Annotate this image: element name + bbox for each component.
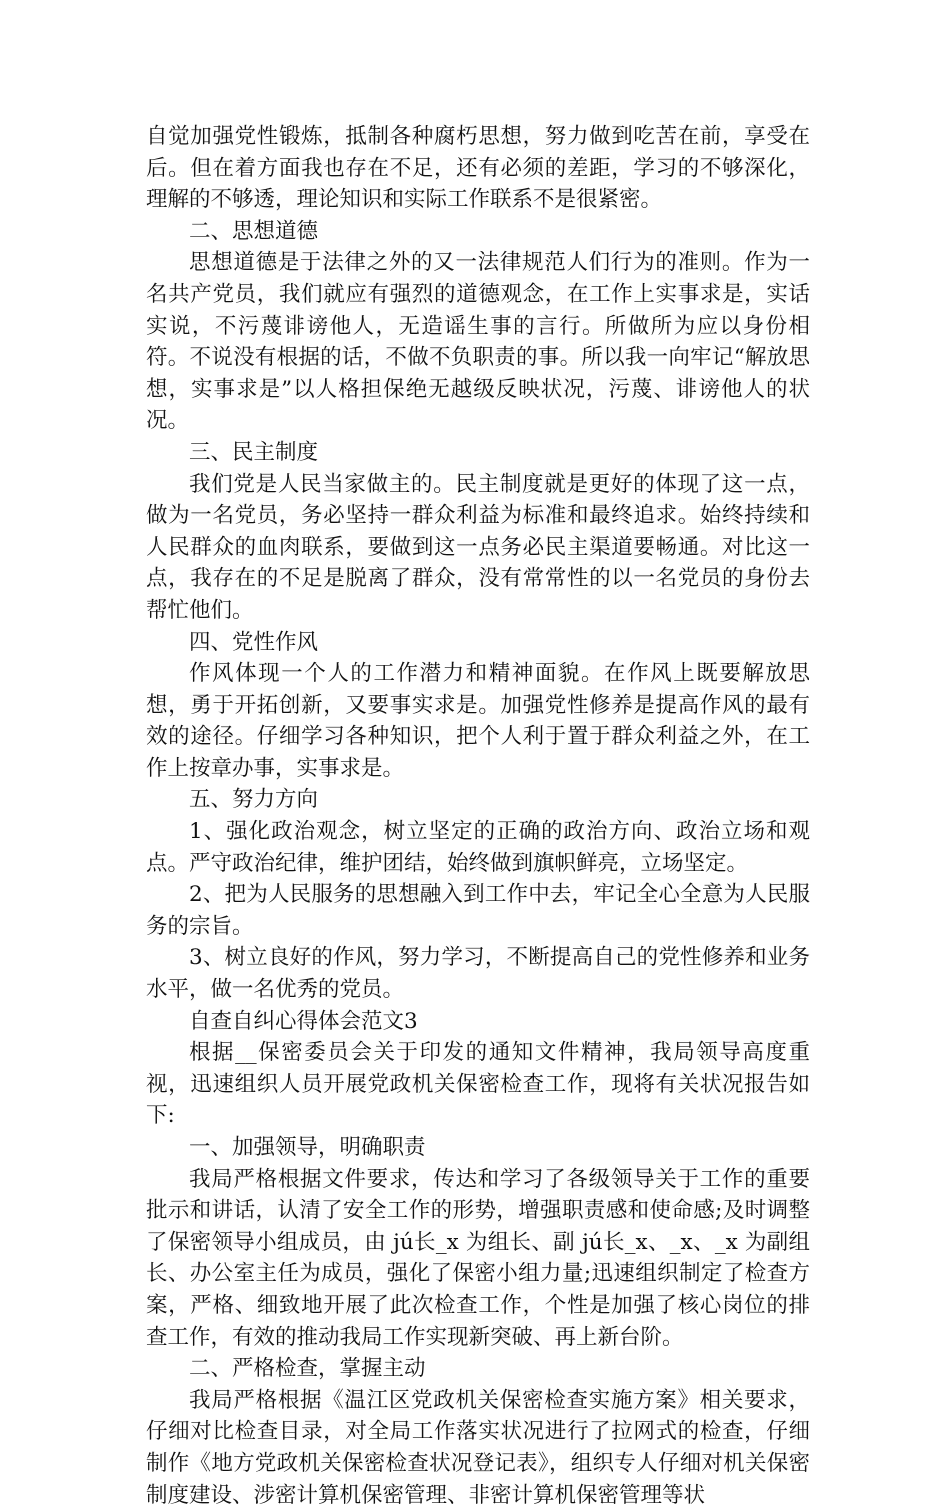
essay-title: 自查自纠心得体会范文3 [189, 1008, 418, 1034]
paragraph: 思想道德是于法律之外的又一法律规范人们行为的准则。作为一名共产党员，我们就应有强烈的道德观念，在工作上实事求是，实话实说，不污蔑诽谤他人，无造谣生事的言行。所做所为应以身份相符。不说没有根据的话，不做不负职责的事。所以我一向牢记“解放思想，实事求是”以人格担保绝无越级反映状况，污蔑、诽谤他人的状况。 [146, 250, 810, 434]
list-item: 1、强化政治观念，树立坚定的正确的政治方向、政治立场和观点。严守政治纪律，维护团结，始终做到旗帜鲜亮，立场坚定。 [146, 819, 810, 876]
section-heading-democratic-system: 三、民主制度 [189, 439, 319, 465]
section-heading-direction: 五、努力方向 [189, 787, 319, 813]
paragraph: 我局严格根据《温江区党政机关保密检查实施方案》相关要求，仔细对比检查目录，对全局工作落实状况进行了拉网式的检查，仔细制作《地方党政机关保密检查状况登记表》，组织专人仔细对机关保密制度建设、涉密计算机保密管理、非密计算机保密管理等状 [146, 1387, 810, 1508]
document-body [146, 121, 810, 1511]
paragraph: 我局严格根据文件要求，传达和学习了各级领导关于工作的重要批示和讲话，认清了安全工作的形势，增强职责感和使命感;及时调整了保密领导小组成员，由 jú长_x 为组长、副 jú长_x、_x、_x 为副组长、办公室主任为成员，强化了保密小组力量;迅速组织制定了检查方案，严格、细致地开展了此次检查工作，个性是加强了核心岗位的排查工作，有效的推动我局工作实现新突破、再上新台阶。 [146, 1166, 810, 1350]
paragraph: 我们党是人民当家做主的。民主制度就是更好的体现了这一点，做为一名党员，务必坚持一群众利益为标准和最终追求。始终持续和人民群众的血肉联系，要做到这一点务必民主渠道要畅通。对比这一点，我存在的不足是脱离了群众，没有常常性的以一名党员的身份去帮忙他们。 [146, 471, 810, 623]
paragraph: 根据__保密委员会关于印发的通知文件精神，我局领导高度重视，迅速组织人员开展党政机关保密检查工作，现将有关状况报告如下: [146, 1040, 810, 1129]
list-item: 2、把为人民服务的思想融入到工作中去，牢记全心全意为人民服务的宗旨。 [146, 882, 810, 939]
section-heading-party-style: 四、党性作风 [189, 629, 319, 655]
section-heading-inspection: 二、严格检查，掌握主动 [189, 1356, 426, 1382]
list-item: 3、树立良好的作风，努力学习，不断提高自己的党性修养和业务水平，做一名优秀的党员。 [146, 945, 810, 1003]
paragraph: 作风体现一个人的工作潜力和精神面貌。在作风上既要解放思想，勇于开拓创新，又要事实求是。加强党性修养是提高作风的最有效的途径。仔细学习各种知识，把个人利于置于群众利益之外，在工作上按章办事，实事求是。 [146, 661, 810, 781]
section-heading-ideology-morality: 二、思想道德 [189, 218, 319, 244]
section-heading-leadership: 一、加强领导，明确职责 [189, 1135, 426, 1160]
paragraph-continuation: 自觉加强党性锻炼，抵制各种腐朽思想，努力做到吃苦在前，享受在后。但在着方面我也存在不足，还有必须的差距，学习的不够深化，理解的不够透，理论知识和实际工作联系不是很紧密。 [146, 124, 810, 213]
